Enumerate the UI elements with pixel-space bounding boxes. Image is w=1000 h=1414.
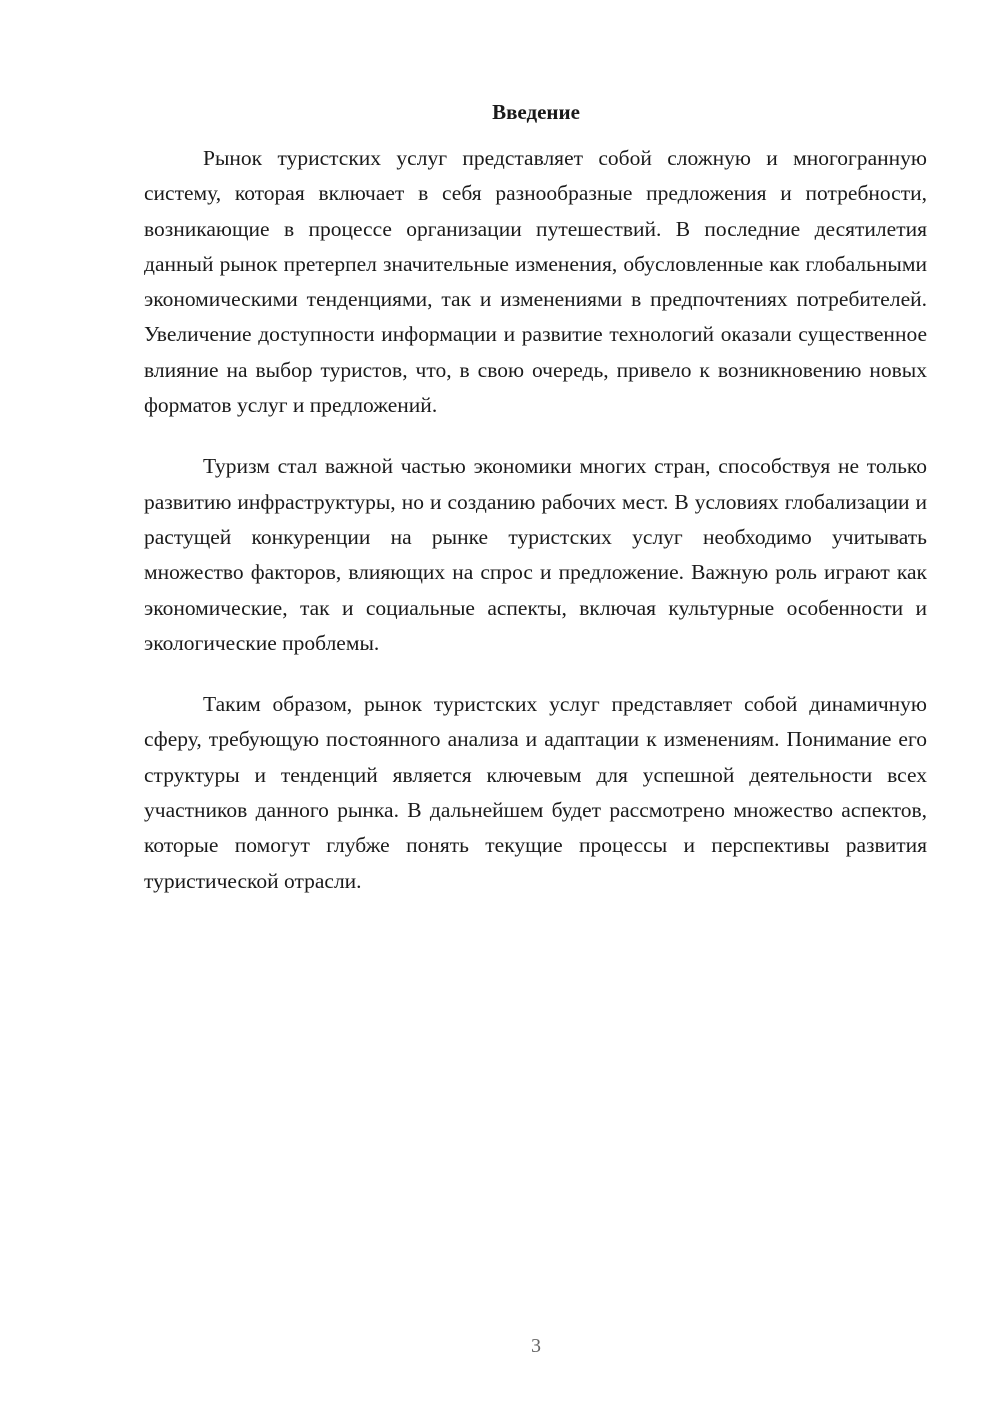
paragraph-economy: Туризм стал важной частью экономики многих стран, способствуя не только развитию инфраструктуры, но и созданию рабочих мест. В условиях глобализации и растущей конкуренции на рынке туристских услуг необходимо учитывать множество факторов, влияющих на спрос и предложение. Важную роль играют как экономические, так и социальные аспекты, включая культурные особенности и экологические проблемы. (144, 454, 927, 655)
paragraph-intro: Рынок туристских услуг представляет собой сложную и многогранную систему, которая включает в себя разнообразные предложения и потребности, возникающие в процессе организации путешествий. В последние десятилетия данный рынок претерпел значительные изменения, обусловленные как глобальными экономическими тенденциями, так и изменениями в предпочтениях потребителей. Увеличение доступности информации и развитие технологий оказали существенное влияние на выбор туристов, что, в свою очередь, привело к возникновению новых форматов услуг и предложений. (144, 146, 927, 418)
section-title: Введение (492, 100, 580, 124)
paragraph-conclusion: Таким образом, рынок туристских услуг представляет собой динамичную сферу, требующую постоянного анализа и адаптации к изменениям. Понимание его структуры и тенденций является ключевым для успешной деятельности всех участников данного рынка. В дальнейшем будет рассмотрено множество аспектов, которые помогут глубже понять текущие процессы и перспективы развития туристической отрасли. (144, 692, 927, 893)
body-text (144, 141, 927, 899)
page-number: 3 (531, 1335, 541, 1357)
